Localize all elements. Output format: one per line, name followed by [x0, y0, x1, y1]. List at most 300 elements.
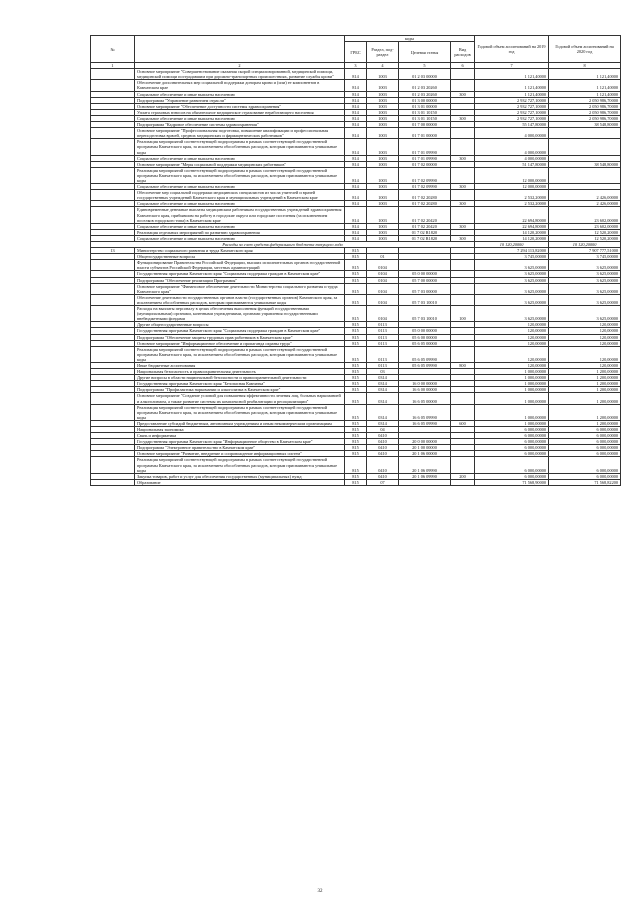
cell-section: 03 — [367, 369, 399, 375]
cell-number — [91, 479, 135, 485]
cell-amount-2019: 55 147,80000 — [475, 122, 549, 128]
cell-target: 01 7 01 09990 — [399, 139, 451, 155]
cell-amount-2020: 23 602,00000 — [549, 207, 621, 223]
cell-section: 0314 — [367, 404, 399, 420]
cell-number — [91, 167, 135, 183]
cell-amount-2020: 23 602,00000 — [549, 223, 621, 229]
table-row — [91, 91, 621, 97]
cell-grbs: 814 — [345, 91, 367, 97]
cell-amount-2020: 71 568,82200 — [549, 479, 621, 485]
table-row — [91, 201, 621, 207]
cell-amount-2019: 3 625,00000 — [475, 271, 549, 277]
cell-amount-2019: 1 000,00000 — [475, 420, 549, 426]
cell-amount-2019: 3 625,00000 — [475, 283, 549, 294]
cell-name: Подпрограмма "Управление развитием отрасли" — [135, 97, 345, 103]
cell-amount-2020: 6 000,00000 — [549, 439, 621, 445]
cell-kind: 100 — [451, 306, 475, 322]
cell-amount-2019: 1 000,00000 — [475, 393, 549, 404]
table-row — [91, 328, 621, 334]
cell-amount-2020: 1 200,00000 — [549, 369, 621, 375]
cell-amount-2020 — [549, 167, 621, 183]
cell-amount-2019: 2 932 727,10000 — [475, 109, 549, 115]
cell-amount-2020: 1 121,40000 — [549, 91, 621, 97]
cell-name: Обеспечение деятельности государственных органов власти (государственных органов) Камчатского края, за исключением обособленных расходов, которым присваиваются уникальные коды — [135, 294, 345, 305]
cell-grbs: 815 — [345, 369, 367, 375]
cell-amount-2019: 6 000,00000 — [475, 451, 549, 457]
cell-kind — [451, 139, 475, 155]
cell-section: 1003 — [367, 139, 399, 155]
cell-target: 16 6 05 00000 — [399, 393, 451, 404]
cell-amount-2019: 120,00000 — [475, 346, 549, 362]
cell-grbs: 815 — [345, 381, 367, 387]
cell-name: Государственная программа Камчатского края "Информационное общество в Камчатском крае" — [135, 439, 345, 445]
cell-grbs: 814 — [345, 80, 367, 91]
cell-amount-2019: 1 000,00000 — [475, 381, 549, 387]
cell-target: 05 0 00 00000 — [399, 271, 451, 277]
cell-grbs: 815 — [345, 479, 367, 485]
cell-grbs: 814 — [345, 167, 367, 183]
cell-grbs: 814 — [345, 103, 367, 109]
cell-kind — [451, 167, 475, 183]
cell-target: 05 6 00 00000 — [399, 334, 451, 340]
cell-name: Подпрограмма "Электронное правительство в Камчатском крае" — [135, 445, 345, 451]
cell-amount-2019: 12 000,00000 — [475, 184, 549, 190]
table-row — [91, 420, 621, 426]
cell-target: 05 7 03 10010 — [399, 294, 451, 305]
index-cell: 6 — [451, 63, 475, 69]
cell-amount-2019: 4 000,00000 — [475, 155, 549, 161]
cell-target: 05 7 03 10010 — [399, 306, 451, 322]
cell-section: 0113 — [367, 322, 399, 328]
table-row — [91, 80, 621, 91]
cell-target: 05 6 05 00000 — [399, 340, 451, 346]
cell-name: Реализация мероприятий соответствующей подпрограммы в рамках соответствующей государственной программы Камчатского края, за исключением обособленных расходов, которым присваиваются уникальные коды — [135, 167, 345, 183]
table-row — [91, 473, 621, 479]
cell-name: Государственная программа Камчатского края "Безопасная Камчатка" — [135, 381, 345, 387]
cell-grbs: 814 — [345, 139, 367, 155]
cell-amount-2020: 1 200,00000 — [549, 420, 621, 426]
cell-number — [91, 346, 135, 362]
cell-kind — [451, 294, 475, 305]
cell-target: 05 0 00 00000 — [399, 328, 451, 334]
cell-grbs: 815 — [345, 346, 367, 362]
table-row — [91, 248, 621, 254]
cell-name: Обеспечение дополнительных мер социальной поддержки донорам крови и (или) ее компонентов в Камчатском крае — [135, 80, 345, 91]
cell-amount-2019: 120,00000 — [475, 328, 549, 334]
header-codes: коды — [345, 36, 475, 42]
cell-grbs: 814 — [345, 69, 367, 80]
cell-grbs: 814 — [345, 161, 367, 167]
cell-section: 1003 — [367, 235, 399, 241]
cell-amount-2019: 6 000,00000 — [475, 445, 549, 451]
table-row — [91, 128, 621, 139]
cell-amount-2019: 6 000,00000 — [475, 439, 549, 445]
cell-section: 0113 — [367, 362, 399, 368]
table-row — [91, 69, 621, 80]
cell-amount-2019: 2 932 727,10000 — [475, 97, 549, 103]
cell-amount-2019: 1 000,00000 — [475, 375, 549, 381]
cell-section: 04 — [367, 427, 399, 433]
cell-target: 01 2 03 20260 — [399, 80, 451, 91]
cell-amount-2019: 14 120,20000 — [475, 229, 549, 235]
cell-name: Социальное обеспечение и иные выплаты населению — [135, 223, 345, 229]
cell-name: Предоставление субсидий бюджетным, автономным учреждениям и иным некоммерческим организациям — [135, 420, 345, 426]
cell-amount-2020: 38 548,80000 — [549, 161, 621, 167]
cell-name: Общегосударственные вопросы — [135, 254, 345, 260]
cell-target: 16 6 00 00000 — [399, 387, 451, 393]
table-row — [91, 306, 621, 322]
table-row — [91, 190, 621, 201]
table-row — [91, 427, 621, 433]
cell-amount-2019: 1 121,40000 — [475, 91, 549, 97]
cell-grbs: 814 — [345, 97, 367, 103]
cell-grbs: 815 — [345, 254, 367, 260]
cell-target: 01 7 02 09990 — [399, 184, 451, 190]
cell-amount-2019: 6 000,00000 — [475, 457, 549, 473]
header-grbs: ГРБС — [345, 42, 367, 63]
cell-number — [91, 393, 135, 404]
table-row — [91, 184, 621, 190]
cell-section: 1003 — [367, 184, 399, 190]
cell-target: 01 3 01 10150 — [399, 109, 451, 115]
index-cell: 7 — [475, 63, 549, 69]
table-row — [91, 369, 621, 375]
cell-grbs: 815 — [345, 306, 367, 322]
cell-name: Социальное обеспечение и иные выплаты населению — [135, 115, 345, 121]
cell-amount-2019: 3 625,00000 — [475, 277, 549, 283]
cell-grbs: 815 — [345, 328, 367, 334]
cell-grbs: 815 — [345, 322, 367, 328]
cell-amount-2019: 6 000,00000 — [475, 427, 549, 433]
cell-name: Реализация мероприятий соответствующей подпрограммы в рамках соответствующей государственной программы Камчатского края, за исключением обособленных расходов, которым присваиваются уникальные коды — [135, 346, 345, 362]
cell-amount-2020: 120,00000 — [549, 346, 621, 362]
cell-kind: 600 — [451, 420, 475, 426]
header-plan-2020: Годовой объем ассигнований на 2020 год — [549, 36, 621, 63]
cell-amount-2020: 1 121,40000 — [549, 80, 621, 91]
table-row — [91, 139, 621, 155]
cell-amount-2020: 2 050 986,70000 — [549, 103, 621, 109]
cell-amount-2019: 6 000,00000 — [475, 473, 549, 479]
cell-amount-2019: 1 121,40000 — [475, 69, 549, 80]
cell-name: Основное мероприятие "Обеспечение доступности системы здравоохранения" — [135, 103, 345, 109]
cell-amount-2020: 1 200,00000 — [549, 387, 621, 393]
cell-name: Расходы на выплаты персоналу в целях обеспечения выполнения функций государственными (муниципальными) органами, казенными учреждениями, органами управления государственными внебюджетными фондами — [135, 306, 345, 322]
cell-amount-2020: 2 050 986,70000 — [549, 115, 621, 121]
cell-target: 05 7 03 00000 — [399, 283, 451, 294]
cell-section: 0104 — [367, 306, 399, 322]
cell-name: Уплата страховых взносов на обязательное медицинское страхование неработающего населения — [135, 109, 345, 115]
table-row — [91, 109, 621, 115]
cell-kind: 300 — [451, 155, 475, 161]
cell-target: 01 7 02 R1820 — [399, 235, 451, 241]
cell-amount-2019: 3 625,00000 — [475, 260, 549, 271]
cell-section: 0104 — [367, 271, 399, 277]
cell-section: 07 — [367, 479, 399, 485]
cell-amount-2019: 12 000,00000 — [475, 167, 549, 183]
cell-target: 01 7 02 00000 — [399, 161, 451, 167]
table-row — [91, 235, 621, 241]
cell-number — [91, 69, 135, 80]
table-row — [91, 294, 621, 305]
cell-amount-2019: 1 000,00000 — [475, 404, 549, 420]
cell-target: 01 3 00 00000 — [399, 97, 451, 103]
cell-amount-2020: 120,00000 — [549, 334, 621, 340]
cell-name: Основное мероприятие "Профессиональная подготовка, повышение квалификации и профессиональная переподготовка врачей, средних медицинских и фармацевтических работников" — [135, 128, 345, 139]
cell-target: 01 2 03 00000 — [399, 69, 451, 80]
page-number: 32 — [317, 889, 323, 894]
cell-amount-2019: 3 625,00000 — [475, 306, 549, 322]
cell-grbs: 814 — [345, 128, 367, 139]
cell-target: 16 6 05 09990 — [399, 404, 451, 420]
cell-grbs: 814 — [345, 201, 367, 207]
cell-amount-2019: 4 000,00000 — [475, 128, 549, 139]
cell-name: Национальная безопасность и правоохранительная деятельность — [135, 369, 345, 375]
cell-target: 01 7 02 20280 — [399, 190, 451, 201]
cell-section: 1003 — [367, 115, 399, 121]
cell-section: 01 — [367, 254, 399, 260]
cell-kind: 300 — [451, 201, 475, 207]
cell-name: Подпрограмма "Профилактика наркомании и алкоголизма в Камчатском крае" — [135, 387, 345, 393]
index-cell: 1 — [91, 63, 135, 69]
cell-amount-2020: 6 000,00000 — [549, 457, 621, 473]
cell-name: Социальное обеспечение и иные выплаты населению — [135, 201, 345, 207]
cell-name: Социальное обеспечение и иные выплаты населению — [135, 91, 345, 97]
cell-target — [399, 260, 451, 271]
cell-target: 20 0 00 00000 — [399, 439, 451, 445]
cell-target: 20 1 06 00000 — [399, 451, 451, 457]
cell-name: Другие общегосударственные вопросы — [135, 322, 345, 328]
cell-name: Единовременные денежные выплаты медицинским работникам государственных учреждений здравоохранения Камчатского края, прибывшим на работу в городские округа или городские поселения (за исключением поселков городского типа) в Камчатском крае — [135, 207, 345, 223]
cell-grbs: 815 — [345, 375, 367, 381]
cell-kind — [451, 128, 475, 139]
table-row — [91, 381, 621, 387]
cell-amount-2019: 120,00000 — [475, 362, 549, 368]
table-row — [91, 322, 621, 328]
cell-amount-2019: 4 000,00000 — [475, 139, 549, 155]
cell-amount-2020: 7 907 777,51000 — [549, 248, 621, 254]
cell-grbs: 814 — [345, 190, 367, 201]
cell-target: 01 7 00 00000 — [399, 122, 451, 128]
table-row — [91, 97, 621, 103]
cell-amount-2020: 2 050 986,70000 — [549, 97, 621, 103]
cell-grbs: 815 — [345, 420, 367, 426]
cell-amount-2019: 1 121,40000 — [475, 80, 549, 91]
cell-section: 1003 — [367, 155, 399, 161]
cell-target: 01 7 02 20420 — [399, 223, 451, 229]
cell-name: Функционирование Правительства Российской Федерации, высших исполнительных органов государственной власти субъектов Российской Федерации, местных администраций — [135, 260, 345, 271]
cell-grbs: 814 — [345, 223, 367, 229]
cell-amount-2020: 1 200,00000 — [549, 393, 621, 404]
cell-amount-2020: 1 200,00000 — [549, 375, 621, 381]
cell-amount-2019: 6 000,00000 — [475, 433, 549, 439]
header-name — [135, 36, 345, 63]
cell-grbs: 815 — [345, 260, 367, 271]
cell-amount-2020: 1 200,00000 — [549, 381, 621, 387]
cell-name: Основное мероприятие "Информационное обеспечение и пропаганда охраны труда" — [135, 340, 345, 346]
cell-amount-2019: 22 694,80000 — [475, 207, 549, 223]
cell-section: 0314 — [367, 420, 399, 426]
cell-section: 0314 — [367, 393, 399, 404]
table-row — [91, 334, 621, 340]
header-target: Целевая статья — [399, 42, 451, 63]
cell-name: Социальное обеспечение и иные выплаты населению — [135, 155, 345, 161]
cell-amount-2020 — [549, 128, 621, 139]
index-cell: 2 — [135, 63, 345, 69]
cell-kind — [451, 260, 475, 271]
table-row — [91, 115, 621, 121]
cell-section: 1003 — [367, 229, 399, 235]
note-text: Расходы за счет средств федерального бюджета текущего года — [91, 242, 475, 248]
cell-number — [91, 190, 135, 201]
cell-name: Реализация мероприятий соответствующей подпрограммы в рамках соответствующей государственной программы Камчатского края, за исключением обособленных расходов, которым присваиваются уникальные коды — [135, 457, 345, 473]
cell-grbs: 814 — [345, 229, 367, 235]
cell-section: 1003 — [367, 91, 399, 97]
cell-amount-2019: 2 932 727,10000 — [475, 103, 549, 109]
cell-name: Реализация отдельных мероприятий по развитию здравоохранения — [135, 229, 345, 235]
cell-name: Государственная программа Камчатского края "Социальная поддержка граждан в Камчатском крае" — [135, 271, 345, 277]
cell-amount-2019: 2 932 727,10000 — [475, 115, 549, 121]
cell-grbs: 815 — [345, 362, 367, 368]
cell-amount-2019: 2 532,20000 — [475, 201, 549, 207]
cell-target: 20 1 06 09990 — [399, 457, 451, 473]
cell-amount-2019: 7 294 113,82000 — [475, 248, 549, 254]
cell-target: 01 3 01 00000 — [399, 103, 451, 109]
cell-section: 0104 — [367, 294, 399, 305]
cell-target: 05 7 00 00000 — [399, 277, 451, 283]
cell-amount-2019: 51 147,80000 — [475, 161, 549, 167]
cell-name: Основное мероприятие "Развитие, внедрение и сопровождение информационных систем" — [135, 451, 345, 457]
cell-amount-2020: 3 625,00000 — [549, 277, 621, 283]
cell-amount-2020: 1 121,40000 — [549, 69, 621, 80]
cell-name: Реализация мероприятий соответствующей подпрограммы в рамках соответствующей государственной программы Камчатского края, за исключением обособленных расходов, которым присваиваются уникальные коды — [135, 139, 345, 155]
table-row — [91, 393, 621, 404]
cell-kind: 300 — [451, 115, 475, 121]
cell-section: 1003 — [367, 161, 399, 167]
cell-amount-2020: 120,00000 — [549, 328, 621, 334]
cell-number — [91, 260, 135, 271]
cell-amount-2019: 22 694,80000 — [475, 223, 549, 229]
table-row — [91, 433, 621, 439]
cell-name: Основное мероприятие "Меры социальной поддержки медицинских работников" — [135, 161, 345, 167]
cell-kind — [451, 80, 475, 91]
cell-section: 1003 — [367, 207, 399, 223]
cell-target: 01 7 02 20280 — [399, 201, 451, 207]
cell-name: Социальное обеспечение и иные выплаты населению — [135, 235, 345, 241]
index-cell: 8 — [549, 63, 621, 69]
cell-grbs: 814 — [345, 109, 367, 115]
cell-name: Связь и информатика — [135, 433, 345, 439]
cell-amount-2020: 6 000,00000 — [549, 451, 621, 457]
cell-name: Национальная экономика — [135, 427, 345, 433]
header-num: № — [91, 36, 135, 63]
cell-amount-2020: 2 426,00000 — [549, 201, 621, 207]
cell-amount-2019: 10 120,20000 — [475, 242, 549, 248]
cell-target: 20 1 06 09990 — [399, 473, 451, 479]
cell-number — [91, 80, 135, 91]
cell-kind — [451, 457, 475, 473]
table-row — [91, 387, 621, 393]
table-body — [91, 69, 621, 486]
cell-target: 01 3 01 10150 — [399, 115, 451, 121]
table-row — [91, 404, 621, 420]
cell-target: 16 6 05 09990 — [399, 420, 451, 426]
cell-section: 1003 — [367, 69, 399, 80]
index-cell: 5 — [399, 63, 451, 69]
cell-amount-2019: 71 568,90000 — [475, 479, 549, 485]
cell-kind — [451, 393, 475, 404]
cell-kind — [451, 69, 475, 80]
cell-target: 01 2 03 20260 — [399, 91, 451, 97]
table-row — [91, 223, 621, 229]
cell-amount-2020: 38 548,80000 — [549, 122, 621, 128]
table-row — [91, 229, 621, 235]
cell-amount-2020: 120,00000 — [549, 340, 621, 346]
cell-section: 0113 — [367, 346, 399, 362]
table-row — [91, 340, 621, 346]
cell-amount-2020: 3 625,00000 — [549, 306, 621, 322]
cell-section: 1003 — [367, 201, 399, 207]
cell-number: 13 — [91, 248, 135, 254]
cell-number — [91, 207, 135, 223]
header-kind: Вид расходов — [451, 42, 475, 63]
cell-section: 1003 — [367, 167, 399, 183]
cell-amount-2020: 2 426,00000 — [549, 190, 621, 201]
index-cell: 3 — [345, 63, 367, 69]
cell-name: Социальное обеспечение и иные выплаты населению — [135, 184, 345, 190]
cell-name: Основное мероприятие "Создание условий для повышения эффективности лечения лиц, больных наркоманией и алкоголизмом, а также развитие системы их комплексной реабилитации и ресоциализации" — [135, 393, 345, 404]
cell-amount-2019: 2 532,20000 — [475, 190, 549, 201]
table-row — [91, 451, 621, 457]
cell-section: 1003 — [367, 103, 399, 109]
cell-section: 1003 — [367, 109, 399, 115]
cell-section: 1003 — [367, 190, 399, 201]
table-row — [91, 283, 621, 294]
cell-grbs: 815 — [345, 387, 367, 393]
cell-amount-2020: 6 000,00000 — [549, 445, 621, 451]
cell-grbs: 815 — [345, 457, 367, 473]
cell-amount-2020: 3 625,00000 — [549, 260, 621, 271]
cell-target: 05 6 05 09990 — [399, 346, 451, 362]
cell-section: 0410 — [367, 439, 399, 445]
cell-target: 01 7 02 20420 — [399, 207, 451, 223]
cell-number — [91, 283, 135, 294]
cell-name: Реализация мероприятий соответствующей подпрограммы в рамках соответствующей государственной программы Камчатского края, за исключением обособленных расходов, которым присваиваются уникальные коды — [135, 404, 345, 420]
cell-name: Подпрограмма "Кадровое обеспечение системы здравоохранения" — [135, 122, 345, 128]
cell-section: 0314 — [367, 381, 399, 387]
cell-name: Основное мероприятие "Совершенствование оказания скорой специализированной, медицинской помощи, медицинской помощи пострадавшим при дорожно-транспортных происшествиях, развитие службы крови" — [135, 69, 345, 80]
cell-amount-2020: 3 625,00000 — [549, 294, 621, 305]
cell-section: 0104 — [367, 283, 399, 294]
cell-amount-2020: 10 120,20000 — [549, 242, 621, 248]
cell-kind — [451, 479, 475, 485]
cell-amount-2020: 2 050 986,70000 — [549, 109, 621, 115]
cell-kind: 300 — [451, 184, 475, 190]
budget-table — [90, 35, 621, 486]
cell-name: Основное мероприятие "Финансовое обеспечение деятельности Министерства социального развития и труда Камчатского края" — [135, 283, 345, 294]
cell-kind: 200 — [451, 473, 475, 479]
cell-target: 16 0 00 00000 — [399, 381, 451, 387]
cell-kind — [451, 404, 475, 420]
cell-target: 05 6 05 09990 — [399, 362, 451, 368]
cell-section: 1003 — [367, 97, 399, 103]
cell-target: 01 7 02 R1820 — [399, 229, 451, 235]
cell-kind — [451, 190, 475, 201]
cell-grbs: 814 — [345, 207, 367, 223]
cell-grbs: 815 — [345, 248, 367, 254]
cell-grbs: 815 — [345, 283, 367, 294]
cell-name: Государственная программа Камчатского края "Социальная поддержка граждан в Камчатском крае" — [135, 328, 345, 334]
table-row — [91, 122, 621, 128]
